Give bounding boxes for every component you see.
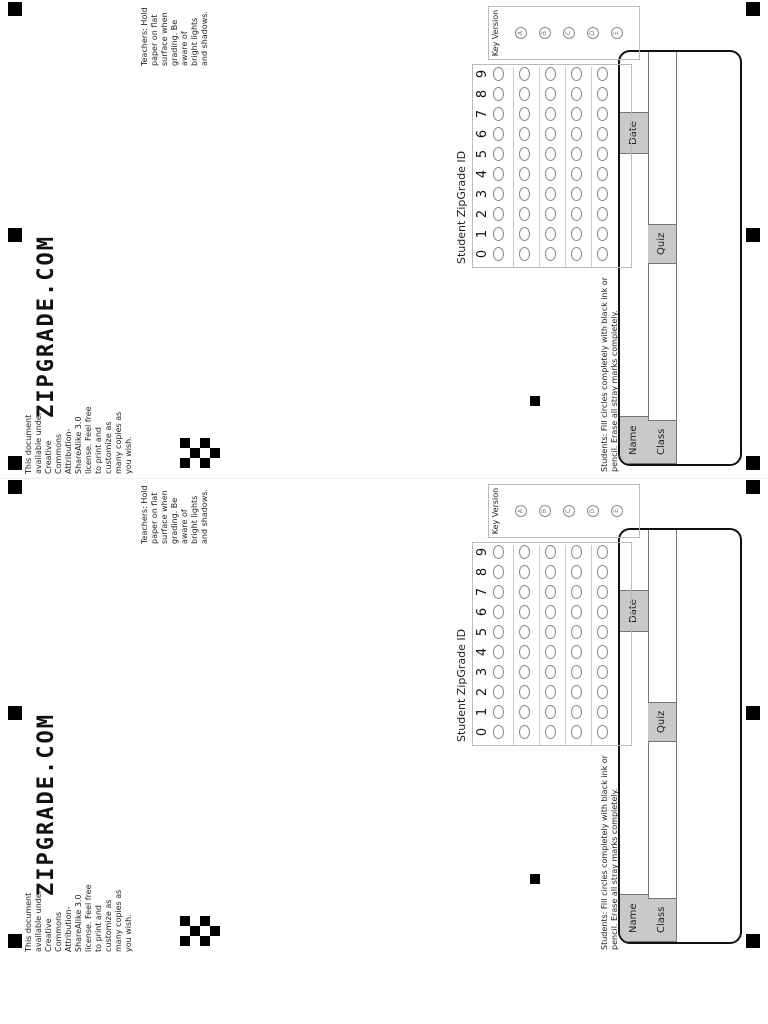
id-grid-divider — [539, 545, 540, 745]
id-bubble — [571, 227, 582, 241]
id-bubble — [493, 127, 504, 141]
id-bubble — [597, 227, 608, 241]
id-bubble — [571, 605, 582, 619]
id-bubble — [597, 545, 608, 559]
student-id-label: Student ZipGrade ID — [455, 150, 468, 264]
students-instruction: Students: Fill circles completely with black ink or pencil. Erase all stray marks completely. — [600, 277, 619, 472]
checker-block — [180, 438, 190, 448]
id-bubble — [519, 685, 530, 699]
key-version-bubble: D — [587, 27, 599, 39]
alignment-marker — [8, 706, 22, 720]
id-bubble — [571, 167, 582, 181]
info-label-class: Class — [648, 898, 676, 942]
id-bubble — [571, 585, 582, 599]
id-bubble — [597, 585, 608, 599]
id-bubble — [597, 665, 608, 679]
alignment-marker — [8, 934, 22, 948]
alignment-marker — [8, 228, 22, 242]
id-bubble — [545, 247, 556, 261]
id-grid-divider — [565, 545, 566, 745]
id-bubble — [545, 147, 556, 161]
id-digit-label: 3 — [475, 667, 490, 677]
id-digit-label: 3 — [475, 189, 490, 199]
info-label-quiz: Quiz — [648, 702, 676, 742]
id-bubble — [493, 725, 504, 739]
id-bubble — [545, 585, 556, 599]
key-version-bubble: A — [515, 505, 527, 517]
id-digit-label: 0 — [475, 727, 490, 737]
answer-sheet-bottom — [0, 478, 768, 958]
id-bubble — [545, 685, 556, 699]
id-bubble — [597, 87, 608, 101]
answer-sheet-top — [0, 0, 768, 478]
info-label-date: Date — [620, 590, 648, 632]
id-digit-label: 9 — [475, 547, 490, 557]
id-grid-divider — [539, 67, 540, 267]
id-bubble — [545, 167, 556, 181]
checker-block — [200, 916, 210, 926]
id-bubble — [545, 227, 556, 241]
id-bubble — [597, 625, 608, 639]
checker-block — [190, 926, 200, 936]
id-bubble — [571, 87, 582, 101]
id-digit-label: 6 — [475, 607, 490, 617]
id-bubble — [597, 645, 608, 659]
id-bubble — [545, 107, 556, 121]
checker-block — [180, 458, 190, 468]
key-version-box — [488, 484, 640, 538]
id-bubble — [493, 247, 504, 261]
id-bubble — [519, 247, 530, 261]
id-bubble — [519, 67, 530, 81]
id-bubble — [493, 227, 504, 241]
id-bubble — [571, 625, 582, 639]
alignment-marker — [746, 934, 760, 948]
id-bubble — [493, 167, 504, 181]
id-bubble — [519, 167, 530, 181]
alignment-marker — [746, 480, 760, 494]
id-digit-label: 2 — [475, 209, 490, 219]
key-version-box — [488, 6, 640, 60]
id-bubble — [493, 147, 504, 161]
id-bubble — [571, 187, 582, 201]
key-version-bubble: C — [563, 505, 575, 517]
id-bubble — [545, 207, 556, 221]
key-version-label: Key Version — [491, 487, 500, 535]
id-bubble — [493, 207, 504, 221]
id-bubble — [519, 725, 530, 739]
key-version-bubble: B — [539, 505, 551, 517]
id-bubble — [571, 705, 582, 719]
id-grid-divider — [591, 545, 592, 745]
key-version-label: Key Version — [491, 9, 500, 57]
id-bubble — [493, 585, 504, 599]
alignment-marker — [746, 706, 760, 720]
id-grid-divider — [565, 67, 566, 267]
id-bubble — [545, 545, 556, 559]
id-bubble — [571, 67, 582, 81]
id-bubble — [493, 705, 504, 719]
id-digit-label: 5 — [475, 627, 490, 637]
zipgrade-logo: ZIPGRADE.COM — [34, 235, 59, 418]
id-bubble — [493, 187, 504, 201]
student-id-grid — [472, 542, 632, 746]
id-bubble — [597, 67, 608, 81]
id-digit-label: 1 — [475, 229, 490, 239]
student-info-box — [618, 528, 742, 944]
alignment-marker — [746, 228, 760, 242]
id-bubble — [571, 565, 582, 579]
id-digit-label: 8 — [475, 567, 490, 577]
id-digit-label: 5 — [475, 149, 490, 159]
id-digit-label: 7 — [475, 109, 490, 119]
id-bubble — [597, 127, 608, 141]
answer-sheet-rotated-frame — [0, 0, 768, 478]
checker-block — [180, 916, 190, 926]
id-bubble — [597, 147, 608, 161]
key-version-bubble: E — [611, 505, 623, 517]
id-grid-divider — [591, 67, 592, 267]
id-bubble — [571, 685, 582, 699]
id-bubble — [545, 565, 556, 579]
key-version-bubble: E — [611, 27, 623, 39]
id-bubble — [519, 585, 530, 599]
checker-block — [210, 926, 220, 936]
id-bubble — [545, 705, 556, 719]
info-label-name: Name — [620, 894, 648, 942]
timing-mark — [530, 396, 540, 406]
id-bubble — [493, 87, 504, 101]
id-digit-label: 4 — [475, 169, 490, 179]
license-note: This document available under Creative Commons Attribution-ShareAlike 3.0 license. Feel free to print and customize as many copies as you wish. — [24, 884, 133, 952]
id-digit-label: 8 — [475, 89, 490, 99]
id-bubble — [493, 107, 504, 121]
id-bubble — [571, 127, 582, 141]
id-bubble — [571, 207, 582, 221]
id-bubble — [597, 207, 608, 221]
id-digit-label: 4 — [475, 647, 490, 657]
id-digit-label: 9 — [475, 69, 490, 79]
id-bubble — [519, 127, 530, 141]
id-bubble — [571, 147, 582, 161]
teachers-instruction: Teachers: Hold paper on flat surface when grading. Be aware of bright lights and shadows. — [140, 485, 209, 544]
checker-block — [190, 448, 200, 458]
id-bubble — [519, 565, 530, 579]
id-bubble — [597, 605, 608, 619]
id-bubble — [571, 107, 582, 121]
id-bubble — [571, 665, 582, 679]
alignment-marker — [746, 2, 760, 16]
id-bubble — [545, 67, 556, 81]
info-label-class: Class — [648, 420, 676, 464]
id-grid-divider — [513, 67, 514, 267]
alignment-marker — [8, 456, 22, 470]
id-bubble — [519, 645, 530, 659]
student-info-box — [618, 50, 742, 466]
id-bubble — [493, 605, 504, 619]
id-bubble — [597, 685, 608, 699]
id-bubble — [597, 187, 608, 201]
id-bubble — [519, 705, 530, 719]
zipgrade-logo: ZIPGRADE.COM — [34, 713, 59, 896]
id-bubble — [493, 565, 504, 579]
id-bubble — [545, 87, 556, 101]
id-bubble — [545, 725, 556, 739]
alignment-marker — [746, 456, 760, 470]
info-label-name: Name — [620, 416, 648, 464]
key-version-bubble: C — [563, 27, 575, 39]
id-bubble — [597, 705, 608, 719]
info-label-quiz: Quiz — [648, 224, 676, 264]
id-bubble — [597, 565, 608, 579]
id-bubble — [519, 545, 530, 559]
student-id-label: Student ZipGrade ID — [455, 628, 468, 742]
id-digit-label: 6 — [475, 129, 490, 139]
info-label-date: Date — [620, 112, 648, 154]
key-version-bubble: A — [515, 27, 527, 39]
id-bubble — [545, 605, 556, 619]
id-bubble — [519, 665, 530, 679]
id-bubble — [493, 685, 504, 699]
id-bubble — [519, 605, 530, 619]
id-bubble — [493, 625, 504, 639]
timing-mark — [530, 874, 540, 884]
id-bubble — [597, 107, 608, 121]
id-bubble — [545, 665, 556, 679]
checker-block — [200, 438, 210, 448]
id-bubble — [571, 725, 582, 739]
id-bubble — [571, 247, 582, 261]
student-id-grid — [472, 64, 632, 268]
checker-block — [210, 448, 220, 458]
info-row-class-quiz — [648, 530, 677, 942]
id-grid-divider — [513, 545, 514, 745]
id-bubble — [493, 645, 504, 659]
checker-block — [200, 936, 210, 946]
id-bubble — [545, 187, 556, 201]
id-bubble — [493, 545, 504, 559]
id-bubble — [519, 227, 530, 241]
id-bubble — [545, 645, 556, 659]
checker-block — [180, 936, 190, 946]
key-version-bubble: D — [587, 505, 599, 517]
id-bubble — [571, 645, 582, 659]
id-bubble — [545, 625, 556, 639]
id-bubble — [519, 625, 530, 639]
id-bubble — [493, 665, 504, 679]
key-version-bubble: B — [539, 27, 551, 39]
info-row-class-quiz — [648, 52, 677, 464]
id-bubble — [493, 67, 504, 81]
id-bubble — [571, 545, 582, 559]
checker-block — [200, 458, 210, 468]
id-digit-label: 7 — [475, 587, 490, 597]
id-bubble — [519, 87, 530, 101]
teachers-instruction: Teachers: Hold paper on flat surface when grading. Be aware of bright lights and shadows. — [140, 7, 209, 66]
alignment-marker — [8, 480, 22, 494]
id-bubble — [519, 107, 530, 121]
id-digit-label: 2 — [475, 687, 490, 697]
id-digit-label: 0 — [475, 249, 490, 259]
id-bubble — [519, 187, 530, 201]
id-bubble — [519, 207, 530, 221]
id-bubble — [597, 167, 608, 181]
id-bubble — [519, 147, 530, 161]
students-instruction: Students: Fill circles completely with black ink or pencil. Erase all stray marks completely. — [600, 755, 619, 950]
license-note: This document available under Creative Commons Attribution-ShareAlike 3.0 license. Feel free to print and customize as many copies as you wish. — [24, 406, 133, 474]
id-digit-label: 1 — [475, 707, 490, 717]
alignment-marker — [8, 2, 22, 16]
id-bubble — [545, 127, 556, 141]
answer-sheet-rotated-frame — [0, 478, 768, 956]
